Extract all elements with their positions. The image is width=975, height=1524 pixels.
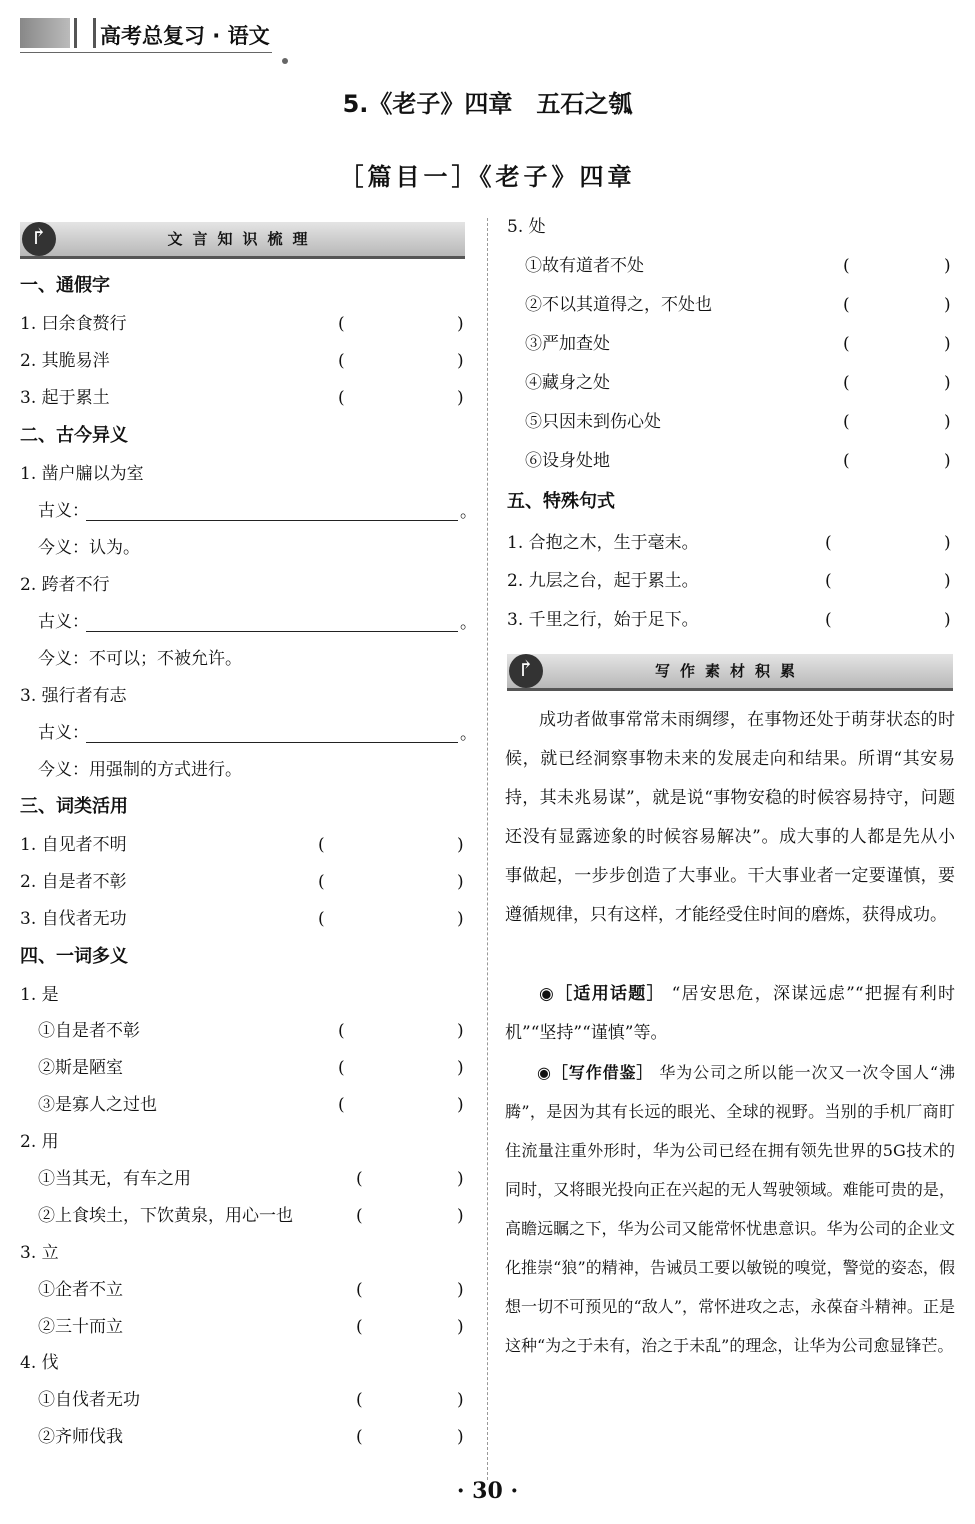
exercise-item: ①自伐者无功	[38, 1390, 140, 1410]
topic-tag: ◉［适用话题］	[539, 984, 665, 1004]
answer-paren-open: (	[843, 334, 850, 354]
header-dot	[282, 58, 288, 64]
answer-paren-open: (	[843, 256, 850, 276]
exercise-item: ③严加查处	[525, 334, 610, 354]
exercise-item: ①当其无，有车之用	[38, 1169, 191, 1189]
answer-paren-open: (	[318, 835, 325, 855]
column-divider	[487, 218, 488, 1480]
exercise-item: 1. 曰余食赘行	[20, 314, 127, 334]
answer-paren-open: (	[825, 533, 832, 553]
exercise-item: ②不以其道得之，不处也	[525, 295, 712, 315]
answer-paren-close: )	[944, 373, 951, 393]
exercise-item: ②三十而立	[38, 1317, 123, 1337]
answer-paren-close: )	[457, 1206, 464, 1226]
answer-paren-close: )	[944, 571, 951, 591]
answer-paren-close: )	[457, 909, 464, 929]
answer-paren-open: (	[356, 1427, 363, 1447]
blank-period: 。	[460, 724, 477, 744]
topic-paragraph	[505, 975, 955, 1053]
polysemy-word: 3. 立	[20, 1243, 59, 1263]
banner-classical-knowledge	[20, 222, 465, 259]
topic-text: “居安思危，深谋远虑”“把握有利时机”“坚持”“谨慎”等。	[505, 984, 956, 1043]
exercise-item: 1. 自见者不明	[20, 835, 127, 855]
section-title: ［篇目一］《老子》四章	[339, 163, 636, 191]
exercise-item: 3. 千里之行，始于足下。	[507, 610, 699, 630]
answer-paren-open: (	[356, 1206, 363, 1226]
answer-paren-close: )	[457, 1169, 464, 1189]
answer-paren-open: (	[318, 872, 325, 892]
answer-paren-close: )	[457, 1058, 464, 1078]
section-heading: 四、一词多义	[20, 946, 128, 967]
answer-paren-open: (	[318, 909, 325, 929]
reference-paragraph	[505, 1053, 955, 1365]
section-heading: 三、词类活用	[20, 796, 128, 817]
answer-paren-open: (	[338, 1021, 345, 1041]
answer-paren-open: (	[825, 610, 832, 630]
answer-paren-open: (	[338, 351, 345, 371]
answer-paren-open: (	[843, 295, 850, 315]
polysemy-word: 5. 处	[507, 217, 546, 237]
answer-blank-line[interactable]	[86, 630, 458, 632]
answer-paren-close: )	[457, 872, 464, 892]
answer-paren-close: )	[457, 1021, 464, 1041]
answer-paren-open: (	[825, 571, 832, 591]
answer-paren-close: )	[944, 451, 951, 471]
answer-paren-close: )	[944, 610, 951, 630]
curved-arrow-icon: ↱	[509, 654, 543, 688]
answer-paren-close: )	[457, 351, 464, 371]
exercise-item: 2. 其脆易泮	[20, 351, 110, 371]
answer-paren-close: )	[457, 388, 464, 408]
page-number: · 30 ·	[456, 1478, 519, 1504]
exercise-item: ②斯是陋室	[38, 1058, 123, 1078]
exercise-item: 3. 强行者有志	[20, 686, 127, 706]
answer-paren-close: )	[457, 1095, 464, 1115]
answer-paren-open: (	[356, 1390, 363, 1410]
exercise-item: ⑤只因未到伤心处	[525, 412, 661, 432]
polysemy-word: 1. 是	[20, 985, 59, 1005]
curved-arrow-icon: ↱	[22, 222, 56, 256]
exercise-item: ①故有道者不处	[525, 256, 644, 276]
exercise-item: 1. 合抱之木，生于毫末。	[507, 533, 699, 553]
exercise-item: ⑥设身处地	[525, 451, 610, 471]
answer-paren-open: (	[843, 451, 850, 471]
polysemy-word: 2. 用	[20, 1132, 59, 1152]
answer-paren-open: (	[356, 1280, 363, 1300]
answer-paren-open: (	[843, 412, 850, 432]
answer-paren-close: )	[457, 1390, 464, 1410]
reference-tag: ◉［写作借鉴］	[537, 1063, 654, 1082]
exercise-item: 1. 凿户牖以为室	[20, 464, 144, 484]
answer-paren-open: (	[338, 1058, 345, 1078]
answer-paren-open: (	[338, 388, 345, 408]
banner-writing-material	[507, 654, 953, 691]
section-heading: 五、特殊句式	[507, 491, 615, 512]
answer-blank-line[interactable]	[86, 741, 458, 743]
answer-paren-close: )	[944, 533, 951, 553]
header-title: 高考总复习 · 语文	[100, 24, 270, 48]
answer-paren-close: )	[944, 295, 951, 315]
answer-paren-close: )	[457, 314, 464, 334]
answer-paren-close: )	[457, 1317, 464, 1337]
exercise-item: 2. 九层之台，起于累土。	[507, 571, 699, 591]
polysemy-word: 4. 伐	[20, 1353, 59, 1373]
exercise-item: 2. 跨者不行	[20, 575, 110, 595]
writing-paragraph: 成功者做事常常未雨绸缪，在事物还处于萌芽状态的时候，就已经洞察事物未来的发展走向和结果。所谓“其安易持，其未兆易谋”，就是说“事物安稳的时候容易持守，问题还没有显露迹象的时候容易解决”。成大事的人都是先从小事做起，一步步创造了大事业。干大事业者一定要谨慎，要遵循规律，只有这样，才能经受住时间的磨炼，获得成功。	[505, 710, 955, 925]
answer-paren-open: (	[338, 1095, 345, 1115]
exercise-item: 2. 自是者不彰	[20, 872, 127, 892]
modern-meaning: 今义：不可以；不被允许。	[38, 649, 242, 669]
reference-text: 华为公司之所以能一次又一次令国人“沸腾”，是因为其有长远的眼光、全球的视野。当别的手机厂商盯住流量注重外形时，华为公司已经在拥有领先世界的5G技术的同时，又将眼光投向正在兴起的无人驾驶领域。难能可贵的是，高瞻远瞩之下，华为公司又能常怀忧患意识。华为公司的企业文化推崇“狼”的精神，告诫员工要以敏锐的嗅觉，警觉的姿态，假想一切不可预见的“敌人”，常怀进攻之志，永葆奋斗精神。正是这种“为之于未有，治之于未乱”的理念，让华为公司愈显锋芒。	[505, 1063, 955, 1355]
blank-period: 。	[460, 613, 477, 633]
exercise-item: ④藏身之处	[525, 373, 610, 393]
modern-meaning: 今义：用强制的方式进行。	[38, 760, 242, 780]
answer-paren-open: (	[356, 1169, 363, 1189]
exercise-item: 3. 起于累土	[20, 388, 110, 408]
running-header	[20, 14, 272, 52]
exercise-item: ①企者不立	[38, 1280, 123, 1300]
answer-paren-close: )	[944, 334, 951, 354]
exercise-item: ②上食埃土，下饮黄泉，用心一也	[38, 1206, 293, 1226]
header-double-rule	[74, 18, 96, 48]
header-underline	[20, 52, 272, 53]
modern-meaning: 今义：认为。	[38, 538, 140, 558]
banner-label: 写作素材积累	[654, 662, 805, 680]
answer-paren-open: (	[843, 373, 850, 393]
exercise-item: ②齐师伐我	[38, 1427, 123, 1447]
ancient-meaning-label: 古义：	[38, 723, 89, 743]
lesson-title: 5.《老子》四章 五石之瓠	[342, 90, 633, 118]
section-heading: 二、古今异义	[20, 425, 128, 446]
exercise-item: ①自是者不彰	[38, 1021, 140, 1041]
exercise-item: ③是寡人之过也	[38, 1095, 157, 1115]
answer-paren-close: )	[457, 1280, 464, 1300]
ancient-meaning-label: 古义：	[38, 612, 89, 632]
answer-paren-close: )	[944, 412, 951, 432]
header-gray-bar	[20, 18, 70, 48]
exercise-item: 3. 自伐者无功	[20, 909, 127, 929]
answer-blank-line[interactable]	[86, 519, 458, 521]
answer-paren-close: )	[944, 256, 951, 276]
answer-paren-open: (	[356, 1317, 363, 1337]
ancient-meaning-label: 古义：	[38, 501, 89, 521]
answer-paren-open: (	[338, 314, 345, 334]
answer-paren-close: )	[457, 835, 464, 855]
answer-paren-close: )	[457, 1427, 464, 1447]
blank-period: 。	[460, 502, 477, 522]
banner-label: 文言知识梳理	[167, 230, 318, 248]
section-heading: 一、通假字	[20, 275, 110, 296]
